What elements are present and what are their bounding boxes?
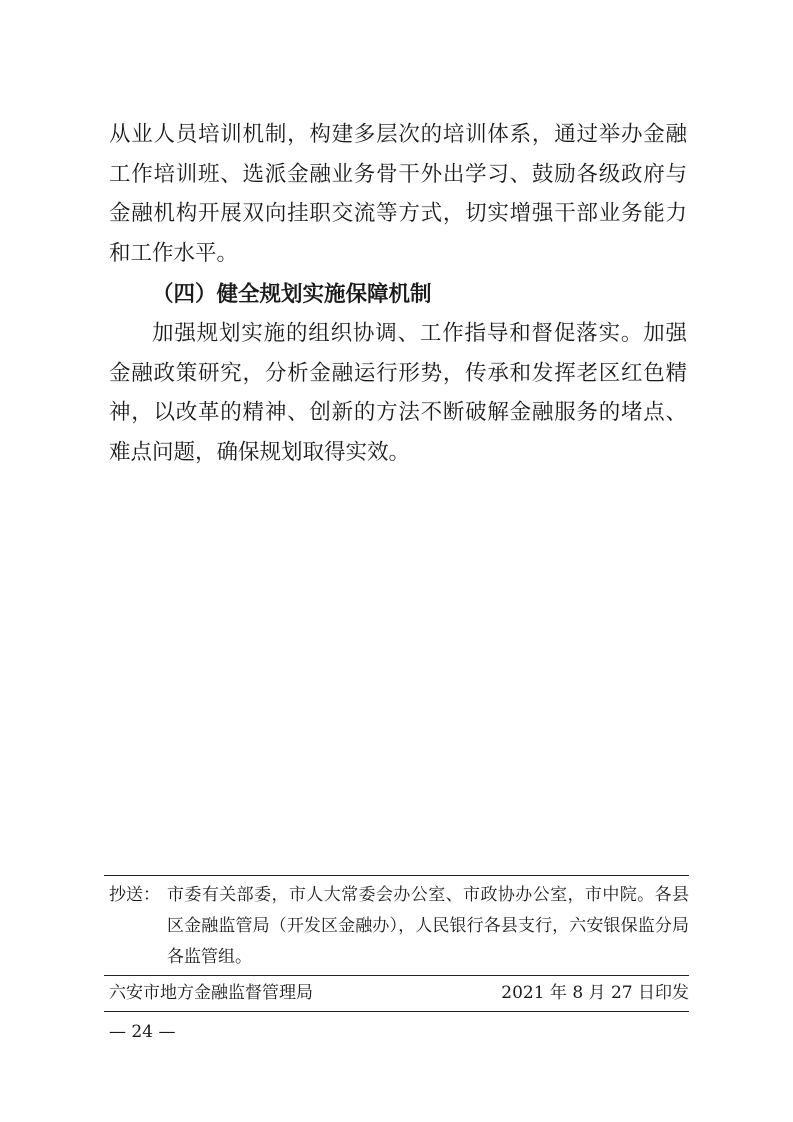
footer-rule-top [104,875,689,876]
body-paragraph-guarantee: 加强规划实施的组织协调、工作指导和督促落实。加强金融政策研究，分析金融运行形势，传承和发挥老区红色精神，以改革的精神、创新的方法不断破解金融服务的堵点、难点问题，确保规划取得实效。 [109,321,687,465]
issue-date: 2021 年 8 月 27 日印发 [501,983,689,1003]
page-number: — 24 — [109,1022,176,1042]
section-heading: （四）健全规划实施保障机制 [152,282,432,307]
cc-recipients: 市委有关部委，市人大常委会办公室、市政协办公室，市中院。各县区金融监管局（开发区金融办），人民银行各县支行，六安银保监分局各监管组。 [167,885,689,967]
cc-label: 抄送： [109,885,160,905]
body-paragraph-training: 从业人员培训机制，构建多层次的培训体系，通过举办金融工作培训班、选派金融业务骨干外出学习、鼓励各级政府与金融机构开展双向挂职交流等方式，切实增强干部业务能力和工作水平。 [109,122,687,266]
footer-rule-bottom [104,1011,689,1012]
issuing-authority: 六安市地方金融监督管理局 [109,983,313,1003]
footer-rule-middle [104,975,689,976]
